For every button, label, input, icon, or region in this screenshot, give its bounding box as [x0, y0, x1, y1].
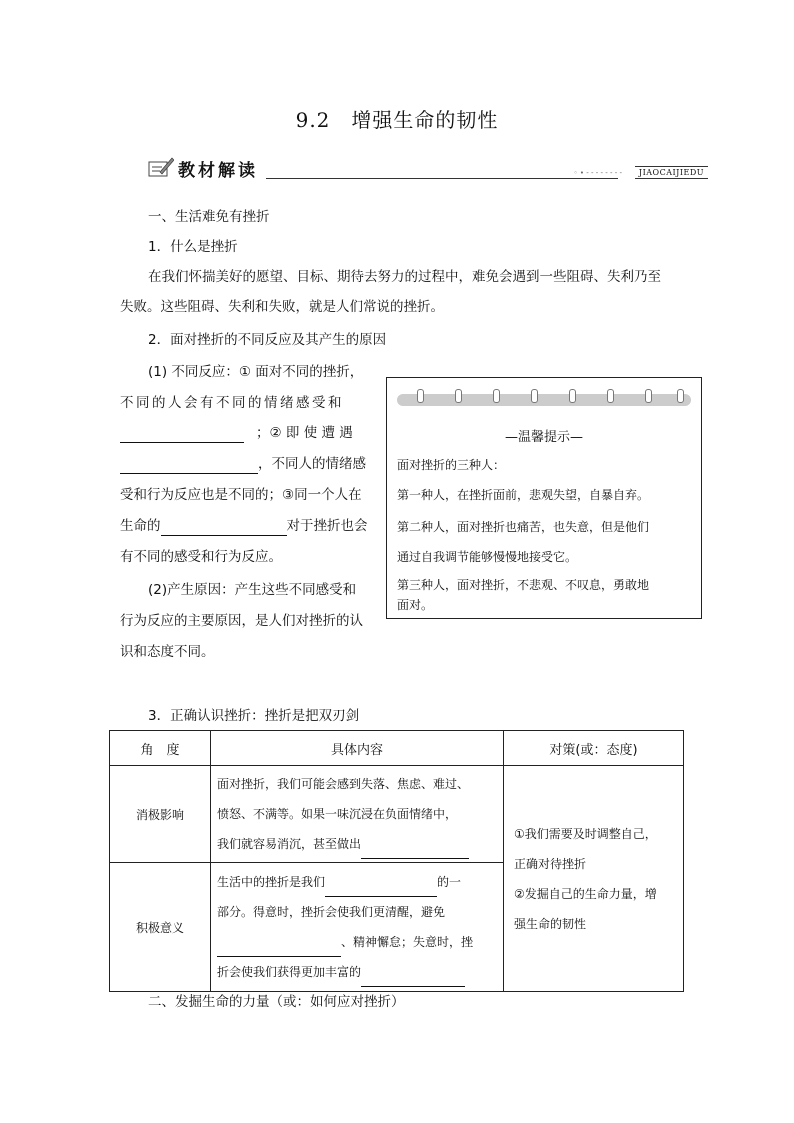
- fill-blank[interactable]: [361, 844, 469, 859]
- reaction-line2: 不同的人会有不同的情绪感受和: [120, 395, 344, 411]
- strategy-cell: ①我们需要及时调整自己， 正确对待挫折 ②发掘自己的生命力量，增 强生命的韧性: [504, 766, 684, 992]
- tip-line: 面对挫折的三种人：: [397, 458, 506, 472]
- fill-blank[interactable]: [325, 882, 437, 897]
- page-title: 9.2 增强生命的韧性: [295, 108, 499, 132]
- cause-line3: 识和态度不同。: [120, 644, 215, 660]
- fill-blank[interactable]: [361, 972, 465, 987]
- binder-bar: [397, 394, 691, 406]
- ring-icon: [531, 389, 538, 403]
- dots-decoration: ◦ • - - - - - - - -: [573, 169, 622, 177]
- reaction-line7: 有不同的感受和行为反应。: [120, 549, 282, 565]
- fill-blank[interactable]: [217, 942, 341, 957]
- question-2: 2．面对挫折的不同反应及其产生的原因: [148, 332, 387, 348]
- ring-icon: [569, 389, 576, 403]
- paragraph-1-line2: 失败。这些阻碍、失利和失败，就是人们常说的挫折。: [120, 299, 444, 315]
- angle-positive: 积极意义: [110, 863, 211, 992]
- tip-title: —温馨提示—: [504, 430, 583, 445]
- ring-icon: [677, 389, 684, 403]
- tip-line: 第三种人，面对挫折，不悲观、不叹息，勇敢地: [397, 578, 650, 592]
- section-banner: [148, 154, 708, 182]
- reaction-line6: 生命的 对于挫折也会: [120, 518, 368, 534]
- reaction-line4: ，不同人的情绪感: [120, 454, 366, 474]
- tip-line: 第一种人，在挫折面前，悲观失望，自暴自弃。: [397, 488, 650, 502]
- ring-icon: [607, 389, 614, 403]
- question-1: 1．什么是挫折: [148, 239, 238, 255]
- paragraph-1-line1: 在我们怀揣美好的愿望、目标、期待去努力的过程中，难免会遇到一些阻碍、失利乃至: [148, 269, 661, 285]
- table-row: [110, 766, 684, 863]
- tip-box: [386, 377, 702, 619]
- fill-blank[interactable]: [120, 459, 258, 474]
- tip-line: 第二种人，面对挫折也痛苦，也失意，但是他们: [397, 520, 650, 534]
- reaction-line5: 受和行为反应也是不同的；③同一个人在: [120, 487, 362, 503]
- ring-icon: [493, 389, 500, 403]
- tip-line: 通过自我调节能够慢慢地接受它。: [397, 550, 578, 564]
- banner-rule: [266, 178, 618, 179]
- header-strategy: 对策(或：态度): [504, 731, 684, 766]
- content-negative: 面对挫折，我们可能会感到失落、焦虑、难过、 愤怒、不满等。如果一味沉浸在负面情绪中， 我们就容易消沉，甚至做出: [211, 766, 504, 863]
- header-content: 具体内容: [211, 731, 504, 766]
- reaction-line1: (1) 不同反应：① 面对不同的挫折，: [148, 364, 364, 380]
- table-header-row: [110, 731, 684, 766]
- reaction-line3: ；② 即 使 遭 遇: [120, 423, 353, 443]
- cause-line2: 行为反应的主要原因，是人们对挫折的认: [120, 613, 363, 629]
- section2-heading: 二、发掘生命的力量（或：如何应对挫折）: [148, 994, 405, 1010]
- banner-english: JIAOCAIJIEDU: [635, 166, 708, 179]
- fill-blank[interactable]: [161, 521, 287, 536]
- angle-negative: 消极影响: [110, 766, 211, 863]
- banner-label: 教材解读: [178, 161, 258, 181]
- cause-line1: (2)产生原因：产生这些不同感受和: [148, 582, 357, 598]
- header-angle: 角 度: [110, 731, 211, 766]
- section1-heading: 一、生活难免有挫折: [148, 209, 270, 225]
- tip-line: 面对。: [397, 598, 434, 612]
- comparison-table: [109, 730, 684, 992]
- question-3: 3．正确认识挫折：挫折是把双刃剑: [148, 708, 360, 724]
- ring-icon: [417, 389, 424, 403]
- pencil-icon: [148, 156, 174, 178]
- ring-icon: [645, 389, 652, 403]
- ring-icon: [455, 389, 462, 403]
- fill-blank[interactable]: [120, 428, 244, 443]
- content-positive: 生活中的挫折是我们 的一 部分。得意时，挫折会使我们更清醒，避免 、精神懈怠；失意时，挫 折会使我们获得更加丰富的: [211, 863, 504, 992]
